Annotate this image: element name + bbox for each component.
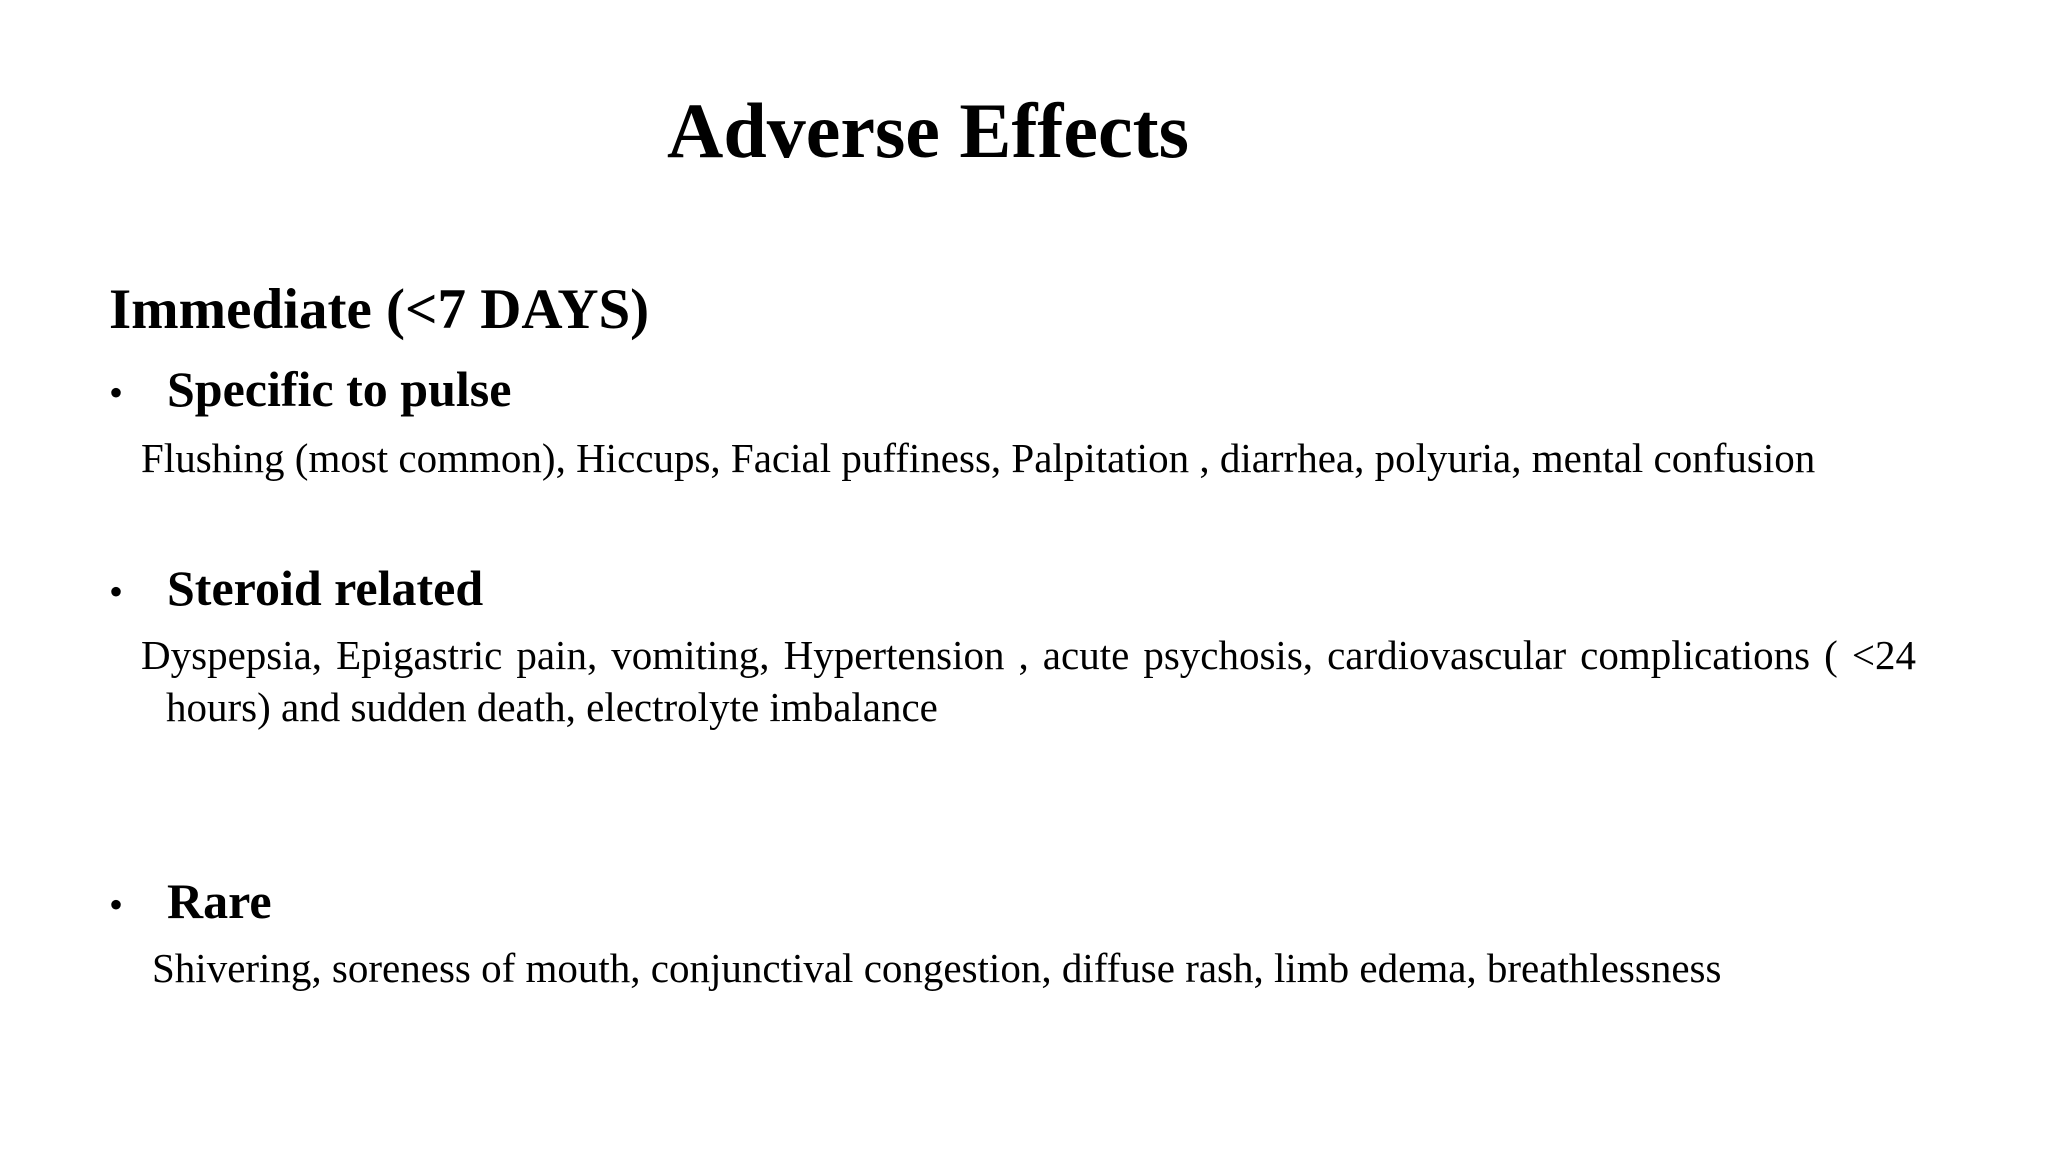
slide-title: Adverse Effects <box>667 87 1189 174</box>
bullet-icon: • <box>109 569 124 614</box>
bullet-icon: • <box>109 882 124 927</box>
bullet-description-text: Dyspepsia, Epigastric pain, vomiting, Hypertension , acute psychosis, cardiovascular complications ( <24 hours) and sudden death, electrolyte imbalance <box>141 632 1916 730</box>
bullet-heading: Rare <box>167 873 272 929</box>
bullet-heading: Steroid related <box>167 560 484 616</box>
bullet-item-rare <box>109 873 272 929</box>
bullet-icon: • <box>109 370 124 415</box>
bullet-description: Shivering, soreness of mouth, conjunctival congestion, diffuse rash, limb edema, breathlessness <box>152 945 1722 991</box>
bullet-description <box>116 629 1916 733</box>
bullet-description: Flushing (most common), Hiccups, Facial puffiness, Palpitation , diarrhea, polyuria, mental confusion <box>141 435 1816 481</box>
bullet-item-specific-to-pulse <box>109 361 512 417</box>
bullet-item-steroid-related <box>109 560 484 616</box>
section-heading: Immediate (<7 DAYS) <box>109 278 650 341</box>
bullet-heading: Specific to pulse <box>167 361 512 417</box>
